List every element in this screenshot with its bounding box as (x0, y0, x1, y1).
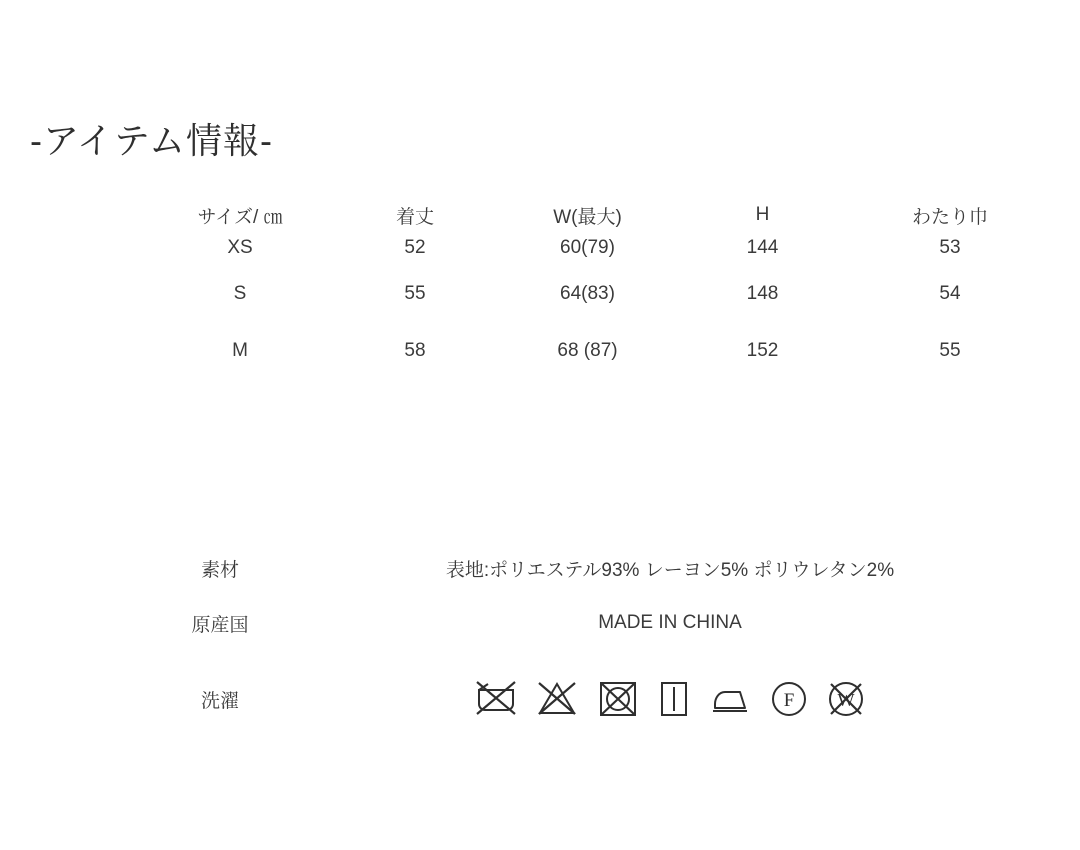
drip-dry-shade-icon (658, 680, 690, 718)
dry-clean-petroleum-icon (770, 680, 808, 718)
no-wet-clean-icon (827, 680, 865, 718)
no-bleach-icon (536, 680, 578, 718)
info-row-material (150, 540, 1050, 596)
info-row-wash (150, 664, 1050, 734)
cell-hip: 152 (746, 339, 779, 361)
column-header-thigh: わたり巾 (911, 206, 988, 228)
info-row-origin (150, 596, 1050, 650)
cell-waist: 68 (87) (557, 339, 618, 361)
cell-size: S (233, 282, 247, 304)
wash-care-symbols (290, 680, 1050, 718)
no-machine-wash-icon (475, 680, 517, 718)
wash-label: 洗濯 (200, 690, 239, 712)
cell-waist: 64(83) (560, 282, 615, 304)
cell-thigh: 55 (939, 339, 961, 361)
svg-text:W: W (837, 690, 855, 710)
svg-text:F: F (783, 690, 795, 711)
cell-length: 52 (404, 236, 426, 258)
column-header-hip: H (755, 204, 770, 225)
origin-label: 原産国 (191, 614, 249, 636)
cell-hip: 144 (746, 236, 779, 258)
page-title: -アイテム情報- (30, 120, 273, 161)
column-header-size: サイズ/ ㎝ (197, 206, 283, 228)
item-info-list (150, 540, 1050, 734)
cell-size: XS (227, 236, 253, 258)
table-row (150, 230, 1050, 265)
material-label: 素材 (200, 559, 239, 581)
cell-thigh: 54 (939, 282, 961, 304)
cell-thigh: 53 (939, 236, 961, 258)
origin-value: MADE IN CHINA (598, 612, 742, 633)
table-row (150, 322, 1050, 379)
iron-low-icon (709, 680, 751, 718)
material-value: 表地:ポリエステル93% レーヨン5% ポリウレタン2% (445, 559, 895, 581)
size-table (150, 200, 1050, 379)
cell-length: 58 (404, 339, 426, 361)
cell-size: M (232, 339, 248, 361)
cell-length: 55 (404, 282, 426, 304)
cell-hip: 148 (746, 282, 779, 304)
no-tumble-dry-icon (597, 680, 639, 718)
column-header-length: 着丈 (395, 206, 434, 228)
table-header-row (150, 200, 1050, 230)
table-row (150, 265, 1050, 322)
cell-waist: 60(79) (560, 236, 615, 258)
column-header-waist: W(最大) (553, 206, 622, 228)
